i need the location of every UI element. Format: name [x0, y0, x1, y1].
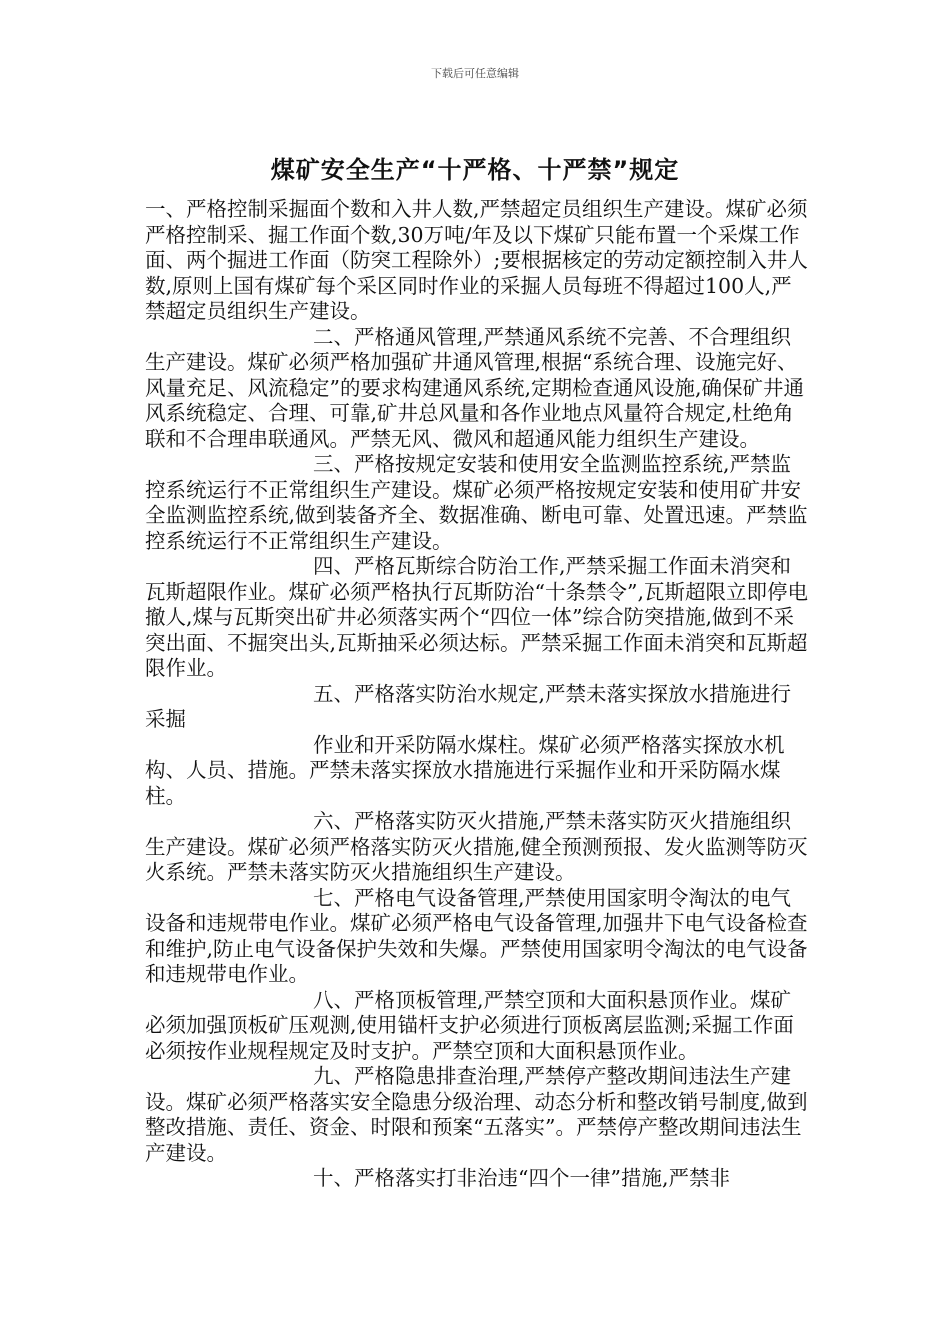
paragraph-5: 五、严格落实防治水规定,严禁未落实探放水措施进行采掘	[145, 681, 792, 731]
document-body	[145, 197, 810, 1192]
paragraph-1: 一、严格控制采掘面个数和入井人数,严禁超定员组织生产建设。煤矿必须严格控制采、掘工作面个数,30万吨/年及以下煤矿只能布置一个采煤工作面、两个掘进工作面（防突工程除外）;要根据核定的劳动定额控制入井人数,原则上国有煤矿每个采区同时作业的采掘人员每班不得超过100人,严禁超定员组织生产建设。	[145, 197, 808, 323]
paragraph-6: 六、严格落实防灭火措施,严禁未落实防灭火措施组织生产建设。煤矿必须严格落实防灭火措施,健全预测预报、发火监测等防灭火系统。严禁未落实防灭火措施组织生产建设。	[145, 809, 808, 884]
paragraph-4: 四、严格瓦斯综合防治工作,严禁采掘工作面未消突和瓦斯超限作业。煤矿必须严格执行瓦斯防治“十条禁令”,瓦斯超限立即停电撤人,煤与瓦斯突出矿井必须落实两个“四位一体”综合防突措施,做到不采突出面、不掘突出头,瓦斯抽采必须达标。严禁采掘工作面未消突和瓦斯超限作业。	[145, 554, 808, 680]
paragraph-8: 八、严格顶板管理,严禁空顶和大面积悬顶作业。煤矿必须加强顶板矿压观测,使用锚杆支护必须进行顶板离层监测;采掘工作面必须按作业规程规定及时支护。严禁空顶和大面积悬顶作业。	[145, 987, 794, 1063]
document-title: 煤矿安全生产“十严格、十严禁”规定	[270, 156, 680, 184]
paragraph-3: 三、严格按规定安装和使用安全监测监控系统,严禁监控系统运行不正常组织生产建设。煤矿必须严格按规定安装和使用矿井安全监测监控系统,做到装备齐全、数据准确、断电可靠、处置迅速。严禁监控系统运行不正常组织生产建设。	[145, 452, 808, 553]
paragraph-9: 九、严格隐患排查治理,严禁停产整改期间违法生产建设。煤矿必须严格落实安全隐患分级治理、动态分析和整改销号制度,做到整改措施、责任、资金、时限和预案“五落实”。严禁停产整改期间违法生产建设。	[145, 1064, 808, 1165]
paragraph-7: 七、严格电气设备管理,严禁使用国家明令淘汰的电气设备和违规带电作业。煤矿必须严格电气设备管理,加强井下电气设备检查和维护,防止电气设备保护失效和失爆。严禁使用国家明令淘汰的电气设备和违规带电作业。	[145, 885, 808, 986]
header-note: 下载后可任意编辑	[431, 67, 519, 80]
paragraph-5-continued: 作业和开采防隔水煤柱。煤矿必须严格落实探放水机构、人员、措施。严禁未落实探放水措施进行采掘作业和开采防隔水煤柱。	[145, 732, 785, 808]
paragraph-10: 十、严格落实打非治违“四个一律”措施,严禁非	[313, 1166, 730, 1190]
paragraph-2: 二、严格通风管理,严禁通风系统不完善、不合理组织生产建设。煤矿必须严格加强矿井通风管理,根据“系统合理、设施完好、风量充足、风流稳定”的要求构建通风系统,定期检查通风设施,确保矿井通风系统稳定、合理、可靠,矿井总风量和各作业地点风量符合规定,杜绝角联和不合理串联通风。严禁无风、微风和超通风能力组织生产建设。	[145, 324, 805, 451]
